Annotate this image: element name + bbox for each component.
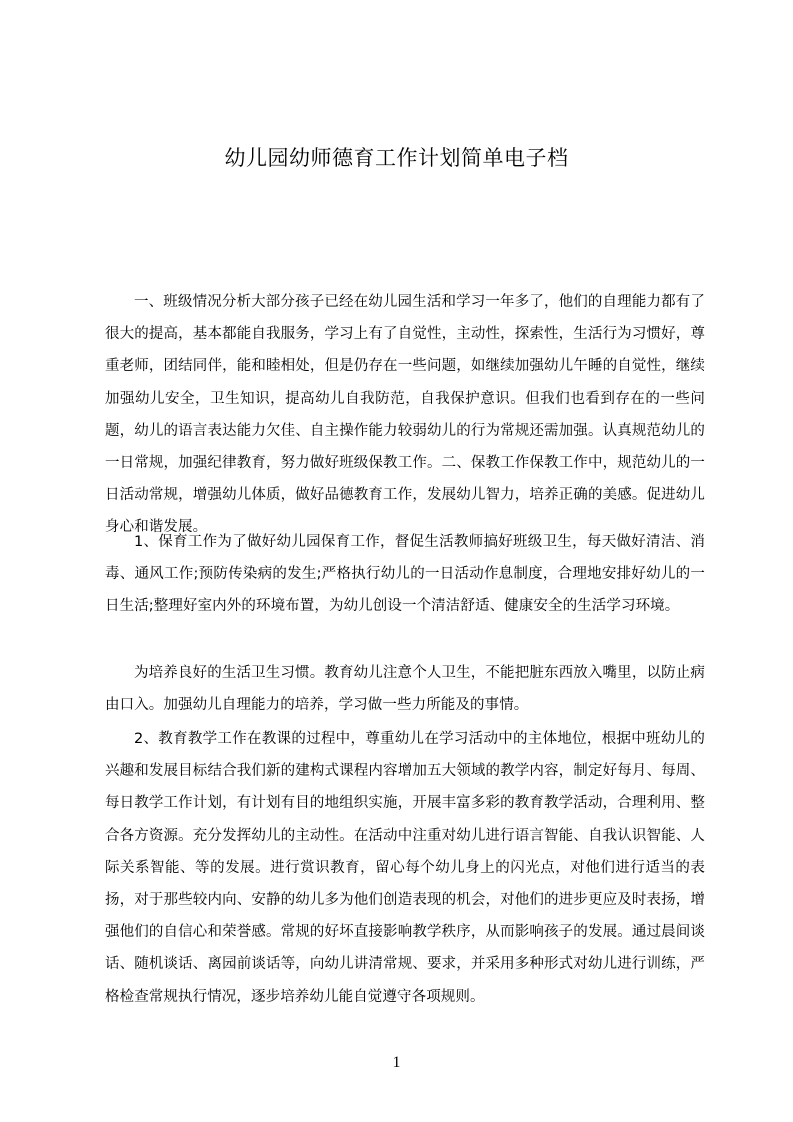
paragraph-teaching-work: 2、教育教学工作在教课的过程中，尊重幼儿在学习活动中的主体地位，根据中班幼儿的兴趣和发展目标结合我们新的建构式课程内容增加五大领域的教学内容，制定好每月、每周、每日教学工作计划，有计划有目的地组织实施，开展丰富多彩的教育教学活动，合理利用、整合各方资源。充分发挥幼儿的主动性。在活动中注重对幼儿进行语言智能、自我认识智能、人际关系智能、等的发展。进行赏识教育，留心每个幼儿身上的闪光点，对他们进行适当的表扬，对于那些较内向、安静的幼儿多为他们创造表现的机会，对他们的进步更应及时表扬，增强他们的自信心和荣誉感。常规的好坏直接影响教学秩序，从而影响孩子的发展。通过晨间谈话、随机谈话、离园前谈话等，向幼儿讲清常规、要求，并采用多种形式对幼儿进行训练，严格检查常规执行情况，逐步培养幼儿能自觉遵守各项规则。 — [105, 731, 705, 1005]
paragraph-care-work: 1、保育工作为了做好幼儿园保育工作，督促生活教师搞好班级卫生，每天做好清洁、消毒、通风工作;预防传染病的发生;严格执行幼儿的一日活动作息制度，合理地安排好幼儿的一日生活;整理好室内外的环境布置，为幼儿创设一个清洁舒适、健康安全的生活学习环境。 — [105, 534, 705, 615]
document-title: 幼儿园幼师德育工作计划简单电子档 — [224, 146, 569, 170]
page-number: 1 — [392, 1054, 401, 1071]
paragraph-hygiene-habits: 为培养良好的生活卫生习惯。教育幼儿注意个人卫生，不能把脏东西放入嘴里，以防止病由口入。加强幼儿自理能力的培养，学习做一些力所能及的事情。 — [105, 665, 705, 714]
paragraph-class-analysis: 一、班级情况分析大部分孩子已经在幼儿园生活和学习一年多了，他们的自理能力都有了很大的提高，基本都能自我服务，学习上有了自觉性，主动性，探索性，生活行为习惯好，尊重老师，团结同伴，能和睦相处，但是仍存在一些问题，如继续加强幼儿午睡的自觉性，继续加强幼儿安全，卫生知识，提高幼儿自我防范，自我保护意识。但我们也看到存在的一些问题，幼儿的语言表达能力欠佳、自主操作能力较弱幼儿的行为常规还需加强。认真规范幼儿的一日常规，加强纪律教育，努力做好班级保教工作。二、保教工作保教工作中，规范幼儿的一日活动常规，增强幼儿体质，做好品德教育工作，发展幼儿智力，培养正确的美感。促进幼儿身心和谐发展。 — [105, 294, 705, 536]
